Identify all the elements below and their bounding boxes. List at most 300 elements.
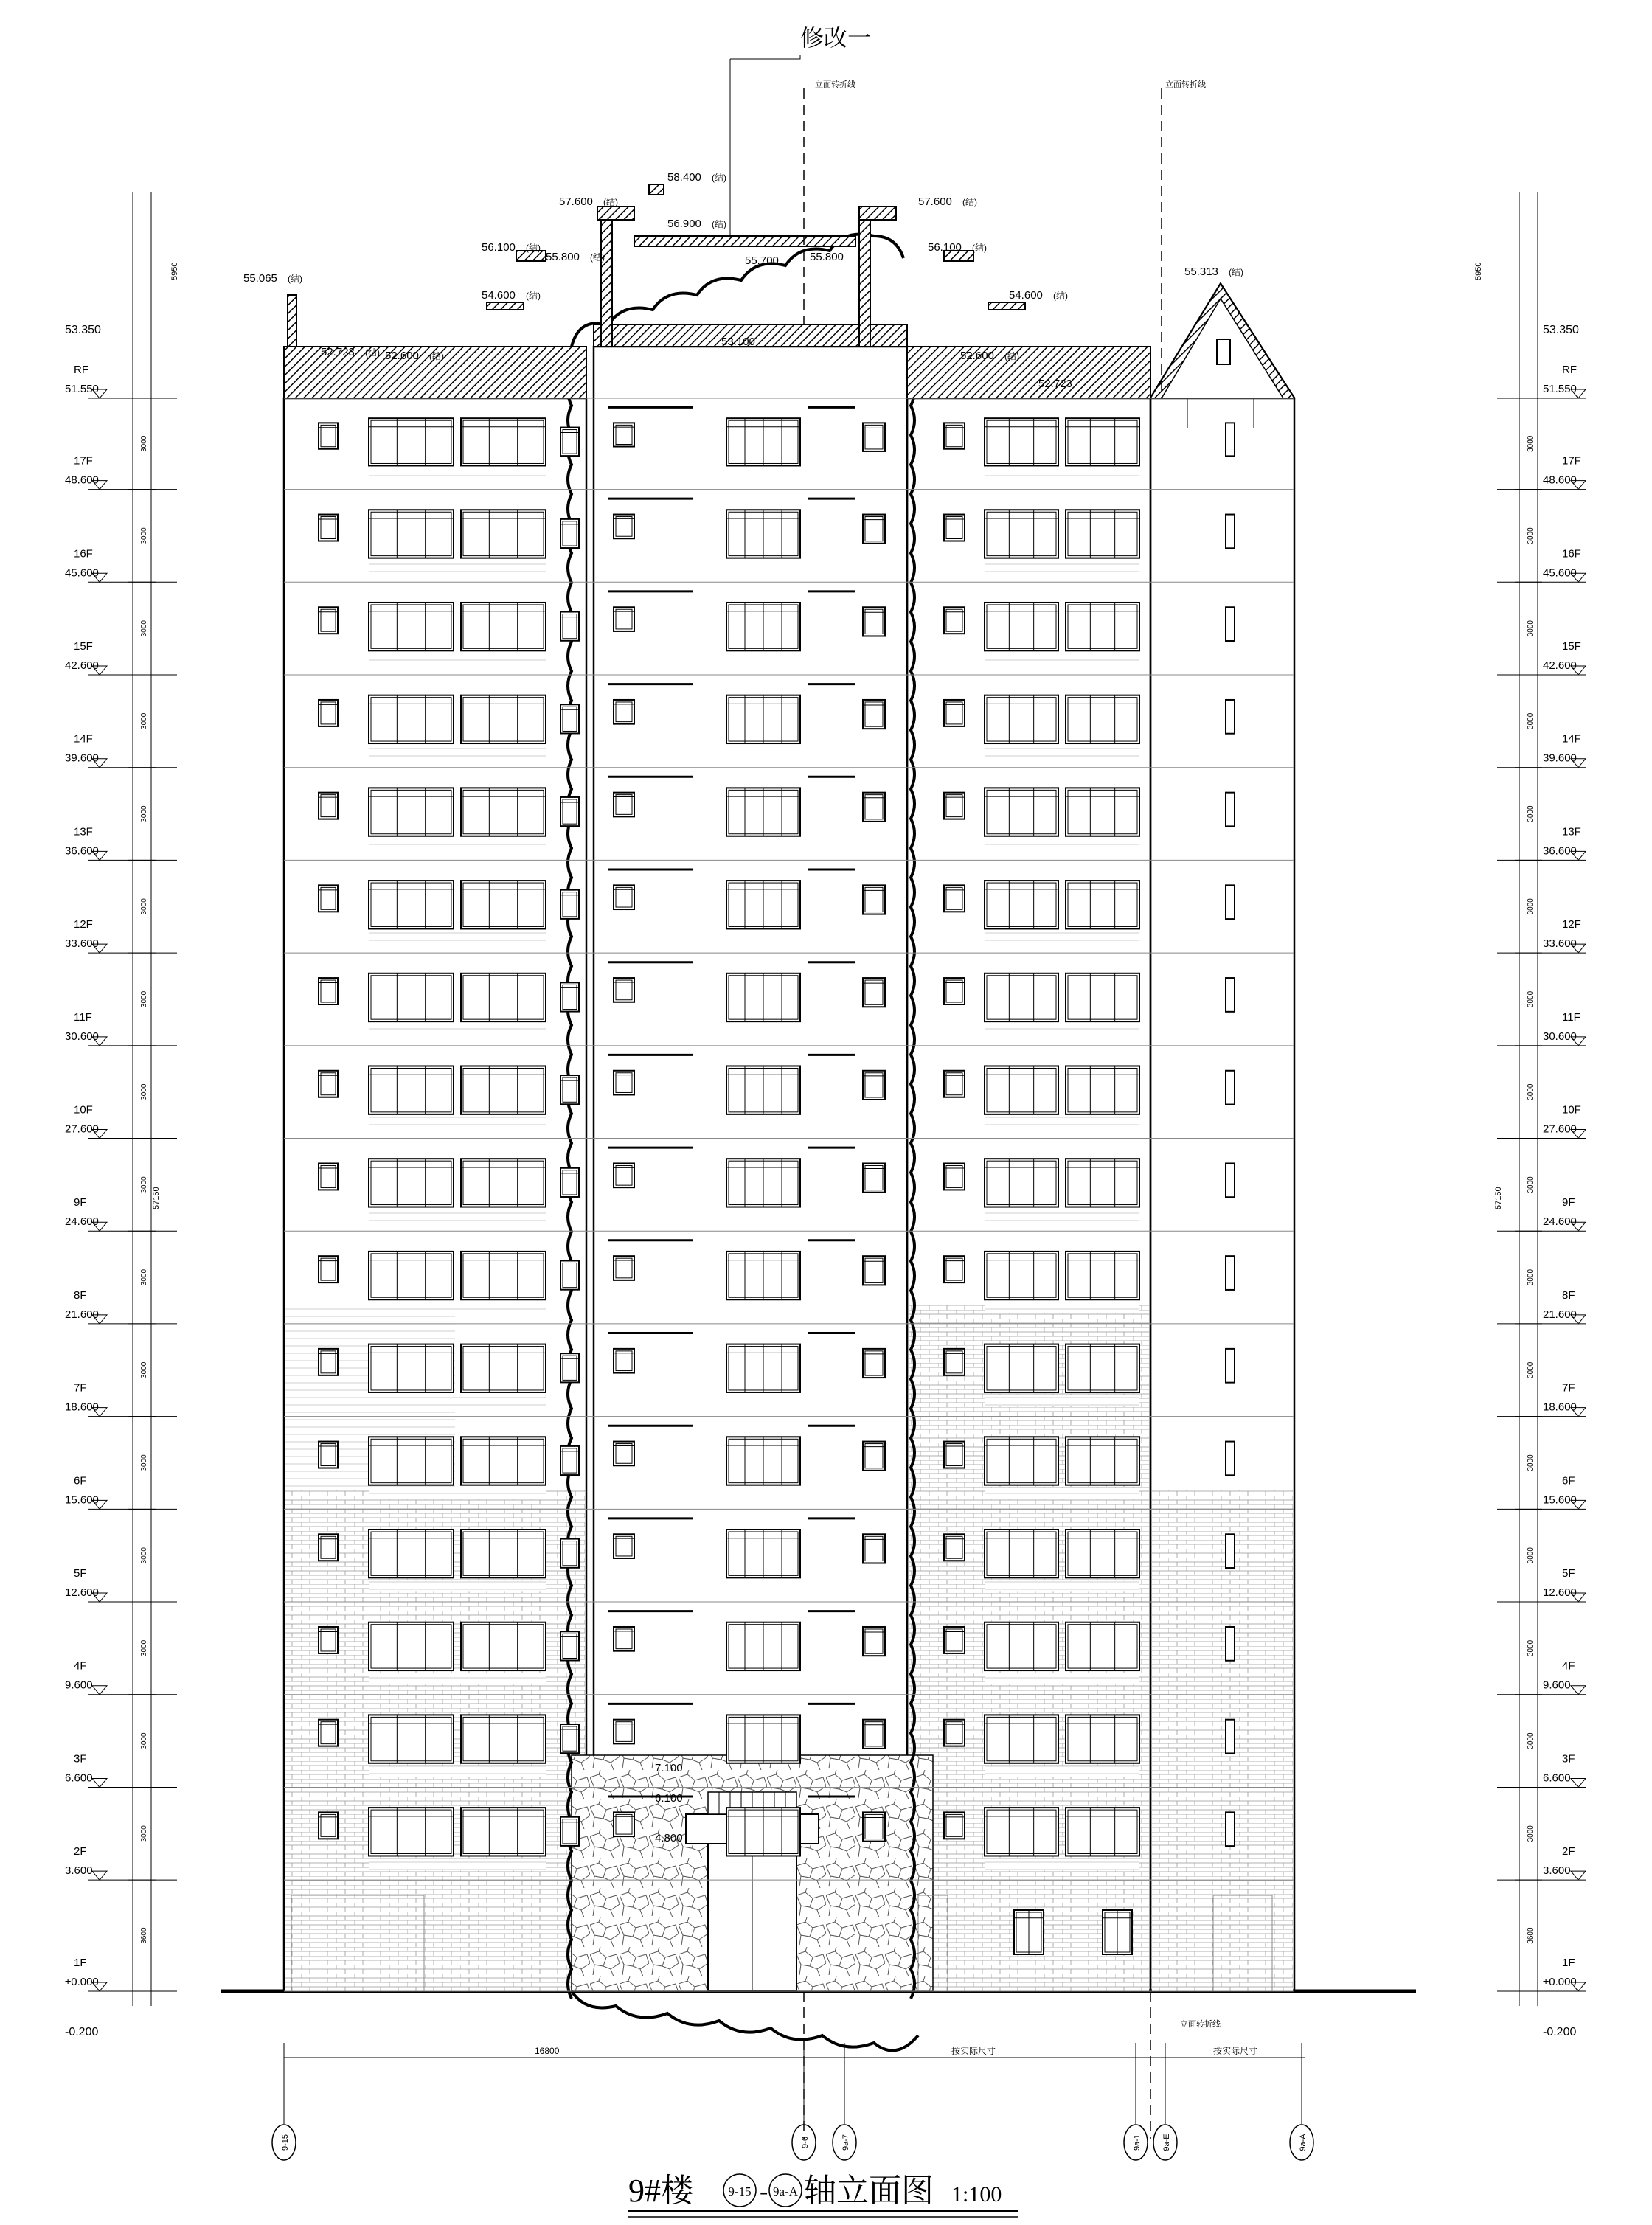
- axis-bubble: [1124, 2109, 1148, 2160]
- floor-label: 7F: [74, 1381, 87, 1395]
- elev-left-tower: 57.600: [559, 195, 593, 208]
- rail-band: [369, 1858, 546, 1870]
- floor-label: 10F: [1562, 1103, 1581, 1117]
- dim-segment: 3000: [140, 1083, 148, 1100]
- axis-bubble: [1290, 2109, 1313, 2160]
- floor-label: 11F: [74, 1010, 92, 1024]
- floor-elevation: 15.600: [1543, 1493, 1577, 1507]
- small-window: [560, 1260, 579, 1289]
- floor-elevation: 21.600: [1543, 1308, 1577, 1321]
- slot-window: [1226, 700, 1235, 734]
- floor-label: 6F: [74, 1474, 87, 1488]
- small-window: [863, 1349, 885, 1378]
- small-window: [614, 978, 634, 1002]
- top-level-left: 53.350: [65, 324, 101, 336]
- small-window: [944, 1442, 965, 1468]
- floor-elevation: 36.600: [1543, 844, 1577, 858]
- dim-segment: 3600: [140, 1927, 148, 1944]
- small-window: [614, 700, 634, 724]
- small-window: [560, 982, 579, 1011]
- large-window: [461, 1808, 546, 1856]
- dim-segment: 3000: [140, 805, 148, 822]
- dim-bottom-mid: 按实际尺寸: [951, 2046, 996, 2056]
- large-window: [985, 1252, 1058, 1299]
- small-window: [863, 1812, 885, 1841]
- small-window: [863, 607, 885, 636]
- large-window: [985, 418, 1058, 465]
- rail-band: [985, 1858, 1139, 1870]
- elev-left-parapet: 55.065: [243, 272, 277, 285]
- rail-band: [985, 1673, 1139, 1684]
- large-window: [461, 418, 546, 465]
- floor-elevation: 42.600: [65, 659, 99, 673]
- small-window: [560, 797, 579, 826]
- dim-segment: 3000: [1527, 1825, 1535, 1842]
- dim-segment: 3000: [1527, 990, 1535, 1008]
- large-window: [369, 1066, 454, 1114]
- title-scale: 1:100: [951, 2182, 1002, 2207]
- svg-text:(结): (结): [712, 219, 726, 229]
- elev-left-step3: 55.800: [546, 251, 580, 263]
- small-window: [319, 700, 338, 726]
- floor-elevation: 51.550: [1543, 383, 1577, 395]
- dim-segment: 3000: [1527, 898, 1535, 915]
- break-line-label-1: 立面转折线: [815, 80, 856, 89]
- large-window: [1066, 788, 1139, 836]
- large-window: [985, 1622, 1058, 1670]
- core-window: [726, 1437, 800, 1485]
- core-window: [726, 1159, 800, 1207]
- floor-label: 16F: [74, 547, 93, 560]
- elev-right-roof: 52.600: [960, 350, 994, 362]
- large-window: [369, 1437, 454, 1485]
- small-window: [319, 1071, 338, 1097]
- floor-elevation: 3.600: [1543, 1864, 1571, 1878]
- floor-elevation: 48.600: [1543, 473, 1577, 487]
- large-window: [1066, 881, 1139, 928]
- rail-band: [985, 1024, 1139, 1035]
- small-window: [614, 793, 634, 817]
- large-window: [1066, 1344, 1139, 1392]
- floor-elevation: 30.600: [65, 1030, 99, 1043]
- floor-label: 14F: [74, 732, 93, 746]
- dim-segment: 3000: [1527, 1176, 1535, 1193]
- ground-level-left: -0.200: [65, 2026, 99, 2038]
- core-window: [726, 603, 800, 650]
- elev-left-step2: 56.100: [482, 241, 516, 254]
- rail-band: [369, 1302, 546, 1313]
- dim-segment: 3000: [140, 527, 148, 544]
- large-window: [369, 1252, 454, 1299]
- floor-elevation: 45.600: [1543, 566, 1577, 580]
- elev-right-roof-edge: 52.723: [1038, 378, 1072, 390]
- rail-band: [985, 839, 1139, 850]
- axis-bubble: [833, 2109, 856, 2160]
- small-window: [614, 1534, 634, 1558]
- svg-text:(结): (结): [1053, 291, 1068, 301]
- top-level-right: 53.350: [1543, 324, 1579, 336]
- large-window: [369, 973, 454, 1021]
- drawing-title: [628, 2173, 1018, 2217]
- slot-window: [1226, 793, 1235, 827]
- floor-label: 17F: [74, 454, 93, 468]
- large-window: [369, 881, 454, 928]
- level-triangle: [1571, 1686, 1586, 1695]
- large-window: [369, 788, 454, 836]
- floor-elevation: ±0.000: [1543, 1976, 1577, 1988]
- floor-elevation: 12.600: [65, 1586, 99, 1600]
- slot-window: [1226, 1071, 1235, 1105]
- large-window: [1066, 1252, 1139, 1299]
- floor-label: RF: [1562, 364, 1577, 376]
- large-window: [985, 881, 1058, 928]
- dim-segment: 3000: [140, 620, 148, 637]
- small-window: [863, 1256, 885, 1285]
- small-window: [560, 1075, 579, 1104]
- small-window: [944, 700, 965, 726]
- slot-window: [1226, 978, 1235, 1012]
- dim-segment: 3000: [140, 1361, 148, 1378]
- small-window: [560, 1631, 579, 1660]
- rail-band: [985, 931, 1139, 943]
- axis-bubble: [272, 2109, 296, 2160]
- slot-window: [1226, 1163, 1235, 1197]
- floor-label: 13F: [74, 825, 93, 839]
- elev-gable: 55.313: [1184, 265, 1218, 278]
- axis-label: 9a-7: [841, 2134, 850, 2151]
- large-window: [1066, 1437, 1139, 1485]
- rail-band: [369, 1117, 546, 1128]
- floor-label: 5F: [1562, 1567, 1575, 1580]
- small-window: [560, 1539, 579, 1568]
- large-window: [461, 1344, 546, 1392]
- floor-elevation: 33.600: [65, 937, 99, 951]
- large-window: [985, 695, 1058, 743]
- small-window: [944, 1627, 965, 1653]
- floor-label: 12F: [74, 918, 93, 931]
- elev-right-step2: 54.600: [1009, 289, 1043, 302]
- large-window: [1066, 1715, 1139, 1763]
- axis-label: 9a-E: [1162, 2134, 1171, 2151]
- rail-band: [369, 1395, 546, 1406]
- small-window: [319, 1256, 338, 1282]
- floor-elevation: 24.600: [65, 1215, 99, 1229]
- dim-segment: 3000: [1527, 1639, 1535, 1657]
- svg-text:(结): (结): [590, 252, 605, 263]
- svg-text:(结): (结): [429, 351, 444, 361]
- small-window: [319, 1534, 338, 1561]
- rail-band: [369, 839, 546, 850]
- slot-window: [1226, 1720, 1235, 1754]
- svg-text:(结): (结): [526, 243, 541, 253]
- slot-window: [1226, 1442, 1235, 1476]
- dim-total-right: 57150: [1494, 1187, 1503, 1209]
- canopy-level-2: 6.100: [655, 1792, 683, 1805]
- large-window: [1066, 695, 1139, 743]
- level-triangle: [1571, 1871, 1586, 1880]
- core-window: [726, 881, 800, 928]
- small-window: [614, 885, 634, 909]
- elev-right-tower: 57.600: [918, 195, 952, 208]
- break-line-label-3: 立面转折线: [1180, 2020, 1221, 2029]
- floor-elevation: 33.600: [1543, 937, 1577, 951]
- large-window: [461, 788, 546, 836]
- large-window: [461, 1622, 546, 1670]
- small-window: [319, 1349, 338, 1375]
- slot-window: [1226, 515, 1235, 549]
- large-window: [985, 788, 1058, 836]
- dim-segment: 3000: [1527, 1268, 1535, 1286]
- large-window: [1066, 1530, 1139, 1577]
- svg-text:(结): (结): [526, 291, 541, 301]
- floor-elevation: 39.600: [65, 751, 99, 765]
- dim-segment: 3000: [140, 898, 148, 915]
- floor-elevation: 15.600: [65, 1493, 99, 1507]
- floor-elevation: 9.600: [65, 1679, 93, 1692]
- rail-band: [985, 653, 1139, 664]
- level-triangle: [1571, 1778, 1586, 1787]
- small-window: [863, 423, 885, 451]
- floor-elevation: 36.600: [65, 844, 99, 858]
- dim-segment: 3000: [1527, 527, 1535, 544]
- dim-segment: 3000: [140, 990, 148, 1008]
- elev-left-step1: 54.600: [482, 289, 516, 302]
- large-window: [1066, 510, 1139, 558]
- rail-band: [369, 1580, 546, 1591]
- small-window: [863, 1534, 885, 1563]
- floor-label: 4F: [74, 1659, 87, 1673]
- floor-elevation: 39.600: [1543, 751, 1577, 765]
- core-window: [726, 788, 800, 836]
- rail-band: [369, 561, 546, 572]
- large-window: [985, 973, 1058, 1021]
- slot-window: [1226, 607, 1235, 641]
- small-window: [944, 1163, 965, 1190]
- core-window: [726, 973, 800, 1021]
- dim-segment: 3000: [140, 712, 148, 729]
- rail-band: [369, 468, 546, 479]
- slot-window: [1226, 423, 1235, 456]
- svg-text:(结): (结): [712, 173, 726, 183]
- bottom-dimensions: [284, 2043, 1305, 2109]
- rail-band: [369, 653, 546, 664]
- dim-top-right: 5950: [1474, 262, 1483, 280]
- small-window: [614, 1627, 634, 1651]
- small-window: [614, 1256, 634, 1280]
- dim-segment: 3000: [140, 1639, 148, 1657]
- small-window: [863, 1163, 885, 1192]
- rail-band: [985, 561, 1139, 572]
- small-window: [319, 1720, 338, 1746]
- large-window: [461, 1066, 546, 1114]
- small-window: [863, 1442, 885, 1471]
- floor-elevation: 48.600: [65, 473, 99, 487]
- slot-window: [1226, 885, 1235, 919]
- small-window: [614, 423, 634, 446]
- rail-band: [985, 1117, 1139, 1128]
- core-window: [726, 1808, 800, 1856]
- small-window: [614, 1163, 634, 1187]
- revision-note: 修改一: [800, 24, 872, 51]
- floor-label: 14F: [1562, 732, 1581, 746]
- small-window: [863, 700, 885, 729]
- small-window: [863, 515, 885, 544]
- large-window: [985, 1808, 1058, 1856]
- small-window: [944, 885, 965, 912]
- small-window: [614, 515, 634, 539]
- small-window: [944, 515, 965, 541]
- rail-band: [985, 1395, 1139, 1406]
- floor-elevation: 24.600: [1543, 1215, 1577, 1229]
- small-window: [560, 704, 579, 733]
- floor-elevation: 9.600: [1543, 1679, 1571, 1692]
- floor-elevation: 21.600: [65, 1308, 99, 1321]
- floor-elevation: 12.600: [1543, 1586, 1577, 1600]
- small-window: [560, 1353, 579, 1382]
- floor-label: RF: [74, 364, 88, 376]
- slot-window: [1226, 1349, 1235, 1383]
- floor-label: 8F: [74, 1288, 87, 1302]
- break-line-label-2: 立面转折线: [1165, 80, 1206, 89]
- svg-text:(结): (结): [1229, 267, 1243, 277]
- small-window: [614, 1720, 634, 1744]
- large-window: [461, 603, 546, 650]
- small-window: [944, 1349, 965, 1375]
- core-window: [726, 1622, 800, 1670]
- large-window: [369, 1715, 454, 1763]
- axis-bubble: [792, 2109, 816, 2160]
- axis-bubble: [1153, 2109, 1177, 2160]
- small-window: [944, 1812, 965, 1839]
- large-window: [461, 510, 546, 558]
- dim-total-left: 57150: [152, 1187, 161, 1209]
- svg-text:(结): (结): [1004, 351, 1019, 361]
- rail-band: [985, 1580, 1139, 1591]
- small-window: [560, 1446, 579, 1475]
- rail-band: [369, 1488, 546, 1499]
- small-window: [944, 1256, 965, 1282]
- floor-label: 12F: [1562, 918, 1581, 931]
- rail-band: [369, 1673, 546, 1684]
- title-axis-to: 9a-A: [773, 2184, 798, 2198]
- elev-center-parapet: 53.100: [721, 336, 755, 348]
- floor-label: 15F: [1562, 640, 1581, 653]
- title-main: 9#楼: [628, 2173, 693, 2209]
- dim-bottom-left: 16800: [535, 2046, 560, 2056]
- dim-segment: 3000: [140, 1825, 148, 1842]
- small-window: [319, 1442, 338, 1468]
- levels-right: [1497, 192, 1586, 2006]
- floor-label: 1F: [1562, 1957, 1575, 1969]
- floor-label: 13F: [1562, 825, 1581, 839]
- svg-text:(结): (结): [962, 197, 977, 207]
- large-window: [985, 1437, 1058, 1485]
- floor-label: 7F: [1562, 1381, 1575, 1395]
- slot-window: [1226, 1534, 1235, 1568]
- large-window: [369, 418, 454, 465]
- small-window: [863, 1627, 885, 1656]
- large-window: [985, 1715, 1058, 1763]
- large-window: [1066, 418, 1139, 465]
- large-window: [985, 1066, 1058, 1114]
- small-window: [319, 793, 338, 819]
- small-window: [944, 978, 965, 1004]
- rail-band: [369, 1766, 546, 1777]
- rail-band: [985, 746, 1139, 757]
- axis-label: 9-6: [801, 2137, 810, 2148]
- svg-text:(结): (结): [365, 347, 380, 358]
- ground-level-right: -0.200: [1543, 2026, 1577, 2038]
- small-window: [560, 428, 579, 457]
- elev-center-right: 55.800: [810, 251, 844, 263]
- small-window: [319, 978, 338, 1004]
- rail-band: [369, 746, 546, 757]
- small-window: [319, 1627, 338, 1653]
- core-window: [726, 510, 800, 558]
- dim-segment: 3000: [1527, 1454, 1535, 1471]
- svg-text:(结): (结): [972, 243, 987, 253]
- small-window: [560, 612, 579, 641]
- slot-window: [1226, 1256, 1235, 1290]
- floor-elevation: 27.600: [1543, 1122, 1577, 1136]
- axis-bubbles: [272, 2109, 1313, 2160]
- small-window: [863, 1720, 885, 1749]
- floor-label: 16F: [1562, 547, 1581, 560]
- svg-text:(结): (结): [603, 197, 618, 207]
- small-window: [319, 515, 338, 541]
- elev-left-roof: 52.600: [385, 350, 419, 362]
- floor-elevation: 6.600: [65, 1771, 93, 1785]
- large-window: [369, 1622, 454, 1670]
- large-window: [369, 1159, 454, 1207]
- title-suffix: 轴立面图: [804, 2173, 934, 2209]
- svg-text:(结): (结): [288, 274, 302, 284]
- elev-right-step1: 56.100: [928, 241, 962, 254]
- large-window: [985, 1344, 1058, 1392]
- dim-segment: 3000: [1527, 435, 1535, 452]
- floor-label: 11F: [1562, 1010, 1580, 1024]
- small-window: [319, 607, 338, 634]
- levels-left: [65, 192, 177, 2006]
- floor-label: 5F: [74, 1567, 87, 1580]
- floor-elevation: 42.600: [1543, 659, 1577, 673]
- dim-segment: 3000: [140, 1176, 148, 1193]
- small-window: [944, 1071, 965, 1097]
- large-window: [461, 973, 546, 1021]
- small-window: [944, 607, 965, 634]
- large-window: [985, 1159, 1058, 1207]
- large-window: [461, 1159, 546, 1207]
- dim-top-left: 5950: [170, 262, 179, 280]
- core-window: [726, 1530, 800, 1577]
- floor-label: 15F: [74, 640, 93, 653]
- floor-elevation: 27.600: [65, 1122, 99, 1136]
- core-window: [726, 418, 800, 465]
- slot-window: [1226, 1627, 1235, 1661]
- floor-label: 4F: [1562, 1659, 1575, 1673]
- small-window: [863, 885, 885, 914]
- small-window: [560, 890, 579, 919]
- axis-label: 9a-1: [1133, 2134, 1142, 2151]
- rail-band: [985, 1302, 1139, 1313]
- large-window: [1066, 603, 1139, 650]
- floor-label: 10F: [74, 1103, 93, 1117]
- core-window: [726, 1066, 800, 1114]
- floor-elevation: ±0.000: [65, 1976, 99, 1988]
- title-dash: -: [760, 2178, 768, 2205]
- small-window: [944, 423, 965, 448]
- floor-elevation: 18.600: [1543, 1400, 1577, 1414]
